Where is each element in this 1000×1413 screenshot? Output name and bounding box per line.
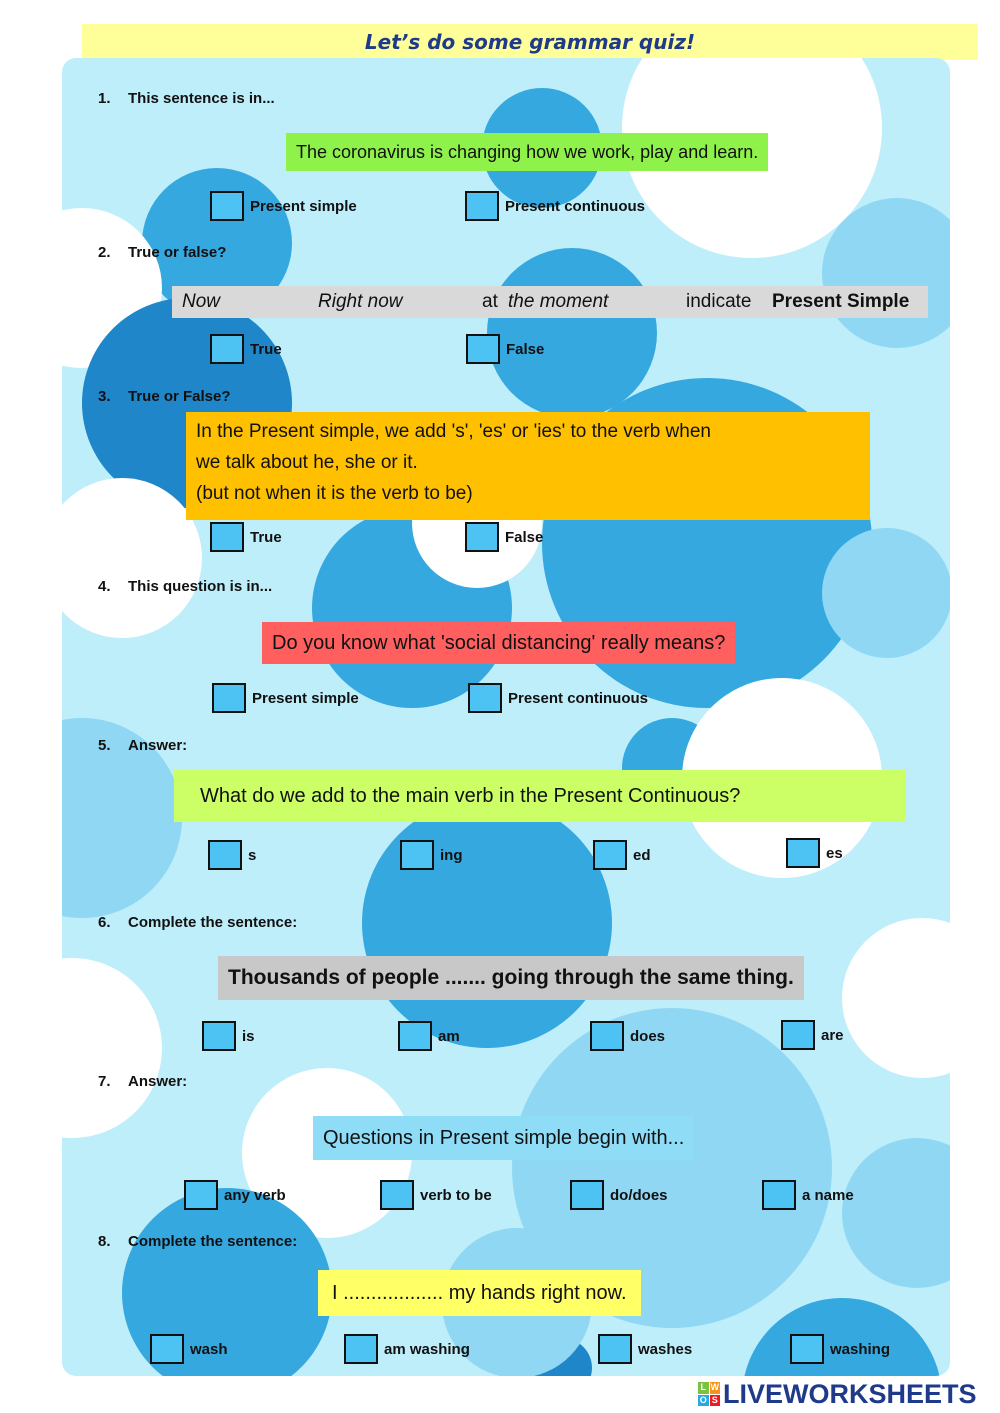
- question-2-prompt: [98, 244, 226, 261]
- question-text: Complete the sentence:: [128, 914, 298, 931]
- statement-word: indicate: [686, 291, 752, 312]
- question-number: 1.: [98, 90, 111, 107]
- logo-letter: O: [699, 1394, 707, 1405]
- checkbox[interactable]: [786, 838, 820, 868]
- question-text: This question is in...: [128, 578, 273, 595]
- checkbox[interactable]: [400, 840, 434, 870]
- liveworksheets-logo-icon: [698, 1382, 720, 1406]
- checkbox[interactable]: [762, 1180, 796, 1210]
- checkbox[interactable]: [593, 840, 627, 870]
- option-label: Present continuous: [508, 689, 649, 707]
- question-number: 2.: [98, 244, 111, 261]
- statement-word: Present Simple: [772, 291, 910, 312]
- checkbox[interactable]: [184, 1180, 218, 1210]
- question-5-prompt: [98, 737, 187, 754]
- question-text: Answer:: [128, 737, 188, 754]
- question-text: This sentence is in...: [128, 90, 275, 107]
- option-label: s: [248, 846, 257, 864]
- question-number: 4.: [98, 578, 111, 595]
- option-label: is: [242, 1027, 255, 1045]
- checkbox[interactable]: [598, 1334, 632, 1364]
- q6-option-3[interactable]: [590, 1021, 665, 1051]
- statement-word: Right now: [318, 291, 403, 312]
- q7-option-3[interactable]: [570, 1180, 668, 1210]
- question-6-statement: Thousands of people ....... going through the same thing.: [218, 956, 804, 1000]
- statement-line: we talk about he, she or it.: [196, 452, 418, 473]
- checkbox[interactable]: [466, 334, 500, 364]
- q7-option-1[interactable]: [184, 1180, 286, 1210]
- decor-bubble: [822, 528, 950, 658]
- question-text: True or false?: [128, 244, 227, 261]
- option-label: False: [505, 528, 544, 546]
- option-label: True: [250, 528, 282, 546]
- statement-line: In the Present simple, we add 's', 'es' or 'ies' to the verb when: [196, 421, 711, 442]
- question-5-statement: What do we add to the main verb in the Present Continuous?: [174, 770, 906, 822]
- decor-bubble: [487, 248, 657, 418]
- question-7-statement: Questions in Present simple begin with...: [313, 1116, 694, 1160]
- question-number: 3.: [98, 388, 111, 405]
- option-label: Present simple: [252, 689, 359, 707]
- statement-word: Now: [182, 291, 221, 312]
- decor-bubble: [842, 1138, 950, 1288]
- checkbox[interactable]: [210, 191, 244, 221]
- logo-letter: S: [710, 1395, 721, 1407]
- question-1-prompt: [98, 90, 275, 107]
- q3-option-1[interactable]: [210, 522, 282, 552]
- question-text: Complete the sentence:: [128, 1233, 298, 1250]
- q5-option-3[interactable]: [593, 840, 651, 870]
- worksheet-title: Let’s do some grammar quiz!: [82, 24, 978, 60]
- checkbox[interactable]: [202, 1021, 236, 1051]
- q4-option-1[interactable]: [212, 683, 359, 713]
- question-4-statement: Do you know what 'social distancing' really means?: [262, 622, 735, 664]
- option-label: am washing: [384, 1340, 470, 1358]
- liveworksheets-logo-text: LIVEWORKSHEETS: [723, 1378, 977, 1409]
- checkbox[interactable]: [590, 1021, 624, 1051]
- option-label: a name: [802, 1186, 854, 1204]
- option-label: do/does: [610, 1186, 668, 1204]
- question-8-prompt: [98, 1233, 297, 1250]
- q1-option-1[interactable]: [210, 191, 357, 221]
- q7-option-4[interactable]: [762, 1180, 854, 1210]
- checkbox[interactable]: [781, 1020, 815, 1050]
- option-label: verb to be: [420, 1186, 492, 1204]
- option-label: does: [630, 1027, 666, 1045]
- option-label: are: [821, 1026, 844, 1044]
- option-label: any verb: [224, 1186, 286, 1204]
- statement-line: (but not when it is the verb to be): [196, 483, 473, 504]
- question-8-statement: I .................. my hands right now.: [318, 1270, 641, 1316]
- checkbox[interactable]: [468, 683, 502, 713]
- checkbox[interactable]: [465, 522, 499, 552]
- q6-option-4[interactable]: [781, 1020, 844, 1050]
- q5-option-4[interactable]: [786, 838, 843, 868]
- q2-option-2[interactable]: [466, 334, 544, 364]
- logo-letter: W: [710, 1382, 719, 1392]
- q4-option-2[interactable]: [468, 683, 648, 713]
- checkbox[interactable]: [398, 1021, 432, 1051]
- question-text: Answer:: [128, 1073, 188, 1090]
- option-label: am: [438, 1027, 460, 1045]
- option-label: wash: [190, 1340, 228, 1358]
- decor-bubble: [842, 918, 950, 1078]
- q6-option-1[interactable]: [202, 1021, 255, 1051]
- statement-word: at: [482, 291, 498, 312]
- q3-option-2[interactable]: [465, 522, 543, 552]
- option-label: False: [506, 340, 545, 358]
- checkbox[interactable]: [790, 1334, 824, 1364]
- option-label: Present continuous: [505, 197, 646, 215]
- q8-option-2[interactable]: [344, 1334, 470, 1364]
- checkbox[interactable]: [210, 522, 244, 552]
- option-label: es: [826, 844, 843, 862]
- decor-bubble: [62, 958, 162, 1138]
- question-3-statement: [186, 412, 870, 520]
- option-label: ed: [633, 846, 651, 864]
- checkbox[interactable]: [465, 191, 499, 221]
- question-7-prompt: [98, 1073, 187, 1090]
- question-number: 6.: [98, 914, 111, 931]
- question-text: True or False?: [128, 388, 231, 405]
- q8-option-3[interactable]: [598, 1334, 692, 1364]
- checkbox[interactable]: [208, 840, 242, 870]
- q8-option-1[interactable]: [150, 1334, 228, 1364]
- q5-option-1[interactable]: [208, 840, 256, 870]
- q7-option-2[interactable]: [380, 1180, 492, 1210]
- checkbox[interactable]: [344, 1334, 378, 1364]
- q8-option-4[interactable]: [790, 1334, 890, 1364]
- question-4-prompt: [98, 578, 272, 595]
- question-number: 8.: [98, 1233, 111, 1250]
- question-number: 5.: [98, 737, 111, 754]
- decor-bubble: [362, 798, 612, 1048]
- question-3-prompt: [98, 388, 231, 405]
- checkbox[interactable]: [380, 1180, 414, 1210]
- question-1-statement: The coronavirus is changing how we work, play and learn.: [286, 133, 768, 171]
- q5-option-2[interactable]: [400, 840, 463, 870]
- q1-option-2[interactable]: [465, 191, 645, 221]
- liveworksheets-logo: [698, 1378, 977, 1410]
- checkbox[interactable]: [210, 334, 244, 364]
- q6-option-2[interactable]: [398, 1021, 460, 1051]
- logo-letter: L: [698, 1382, 709, 1394]
- checkbox[interactable]: [150, 1334, 184, 1364]
- question-number: 7.: [98, 1073, 111, 1090]
- checkbox[interactable]: [570, 1180, 604, 1210]
- checkbox[interactable]: [212, 683, 246, 713]
- option-label: washes: [638, 1340, 693, 1358]
- option-label: washing: [830, 1340, 891, 1358]
- question-6-prompt: [98, 914, 297, 931]
- option-label: Present simple: [250, 197, 357, 215]
- option-label: True: [250, 340, 282, 358]
- q2-option-1[interactable]: [210, 334, 282, 364]
- option-label: ing: [440, 846, 463, 864]
- statement-word: the moment: [508, 291, 609, 312]
- question-2-statement: [172, 286, 928, 318]
